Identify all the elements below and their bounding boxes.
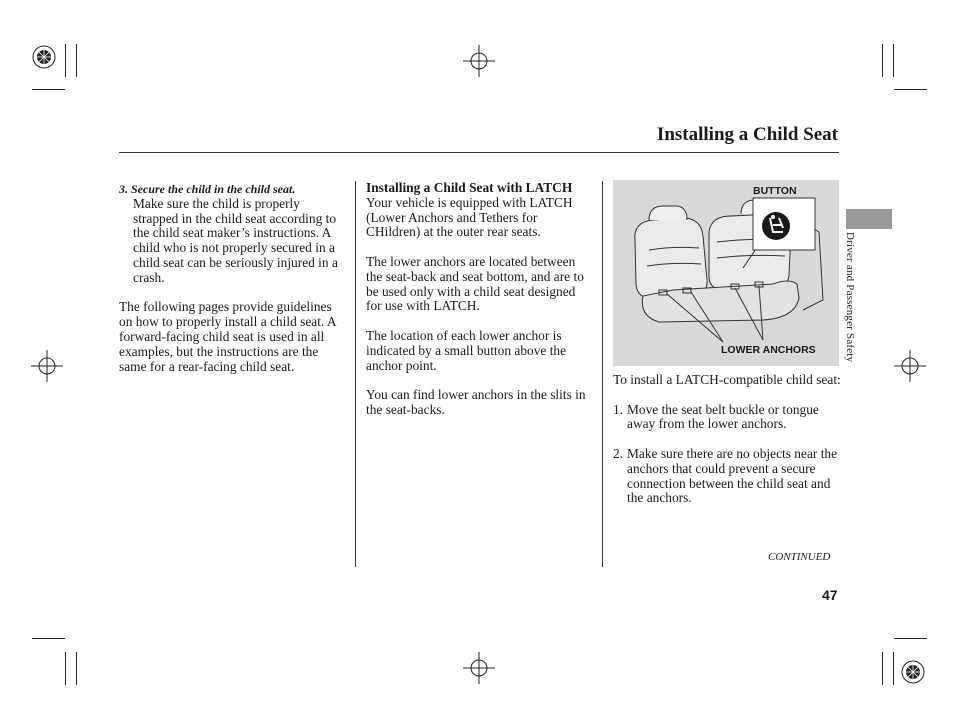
page-number: 47: [822, 587, 838, 603]
starburst-mark-icon: [902, 661, 924, 683]
section-tab: [846, 209, 892, 229]
step-3-body: Make sure the child is properly strapped in the child seat according to the child seat maker’s instructions. A child who is not properly secured in a child seat can be seriously injured in a crash.: [133, 195, 338, 285]
registration-target-icon: [31, 350, 63, 382]
list-item: [613, 447, 841, 506]
column-divider: [602, 181, 603, 567]
latch-heading: Installing a Child Seat with LATCH: [366, 180, 573, 195]
continued-label: CONTINUED: [768, 551, 831, 563]
starburst-mark-icon: [33, 46, 55, 68]
lower-anchors-callout-label: LOWER ANCHORS: [721, 344, 816, 356]
list-item-number: 1.: [613, 401, 624, 417]
lower-anchors-illustration: [613, 180, 839, 366]
registration-target-icon: [894, 350, 926, 382]
step-3-heading: 3. Secure the child in the child seat.: [119, 182, 296, 196]
latch-paragraph-2: The lower anchors are located between the seat-back and seat bottom, and are to be used only with a child seat designed for use with LATCH.: [366, 253, 584, 314]
child-seat-button-icon: [762, 212, 790, 240]
list-item-text: Move the seat belt buckle or tongue away from the lower anchors.: [627, 401, 819, 432]
install-intro: To install a LATCH-compatible child seat:: [613, 372, 841, 387]
registration-target-icon: [463, 652, 495, 684]
column-divider: [355, 181, 356, 567]
column-2: [366, 181, 594, 433]
latch-paragraph-3: The location of each lower anchor is indicated by a small button above the anchor point.: [366, 327, 567, 373]
registration-target-icon: [463, 45, 495, 77]
page-title: Installing a Child Seat: [656, 124, 838, 145]
column-3: [613, 373, 841, 521]
section-side-label: Driver and Passenger Safety: [844, 232, 856, 363]
list-item-text: Make sure there are no objects near the anchors that could prevent a secure connection between the child seat and the anchors.: [627, 445, 838, 506]
list-item-number: 2.: [613, 445, 624, 461]
rear-seat-drawing: [613, 180, 839, 366]
button-callout-label: BUTTON: [753, 185, 797, 197]
column-1: [119, 182, 347, 389]
list-item: [613, 403, 841, 433]
latch-paragraph-4: You can find lower anchors in the slits in the seat-backs.: [366, 387, 586, 417]
title-rule: [119, 152, 839, 153]
latch-paragraph-1: Your vehicle is equipped with LATCH (Lower Anchors and Tethers for CHildren) at the outer rear seats.: [366, 194, 573, 240]
intro-paragraph: The following pages provide guidelines on how to properly install a child seat. A forward-facing child seat is used in all examples, but the instructions are the same for a rear-facing child seat.: [119, 299, 336, 374]
